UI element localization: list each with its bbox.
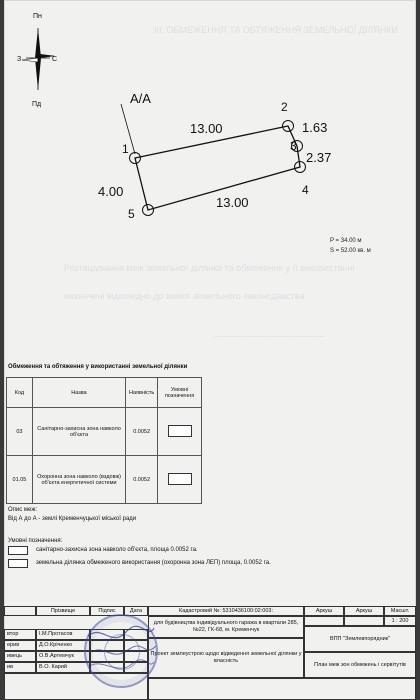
edge-length-left: 4.00 <box>98 184 124 199</box>
restrictions-table <box>6 377 202 504</box>
table-row <box>7 408 202 456</box>
tb-header-sheet: Аркуш <box>304 606 344 616</box>
header-name: Назва <box>32 378 125 408</box>
tb-header-surname: Прізвище <box>36 606 90 616</box>
tb-scale: 1 : 200 <box>384 616 416 626</box>
borders-title: Опис меж: <box>8 507 38 513</box>
row-name: Охоронна зона навколо (вздовж) об'єкта енергетичної системи <box>32 456 125 504</box>
tb-header-sheets: Аркуш <box>344 606 384 616</box>
compass-rose-icon <box>22 28 54 90</box>
legend-swatch <box>8 559 28 568</box>
compass-north-label: Пн <box>33 13 42 20</box>
row-area: 0.0052 <box>126 456 158 504</box>
vertex-label: 3 <box>290 139 297 153</box>
tb-role: ивець <box>4 651 36 662</box>
tb-role: втор <box>4 629 36 640</box>
table-header-row <box>7 378 202 408</box>
tb-role: ив <box>4 662 36 673</box>
legend-title: Умовні позначення: <box>8 538 63 544</box>
row-symbol <box>158 456 202 504</box>
tb-header-signature: Підпис <box>90 606 124 616</box>
vertex-label: 1 <box>122 142 129 156</box>
edge-length-right-lower: 2.37 <box>306 150 332 165</box>
tb-header-scale: Масшт. <box>384 606 416 616</box>
tb-name: В.О. Карий <box>36 662 90 673</box>
tb-bottom-strip <box>148 678 416 700</box>
tb-sheet-title: План меж зон обмежень і сервітутів <box>304 652 416 678</box>
legend-item-text: санітарно-захисна зона навколо об'єкта, площа 0.0052 га. <box>36 547 198 553</box>
row-code: 01.05 <box>7 456 33 504</box>
row-name: Санітарно-захисна зона навколо об'єкта <box>32 408 125 456</box>
header-code: Код <box>7 378 33 408</box>
legend-swatch <box>8 546 28 555</box>
edge-length-right-upper: 1.63 <box>302 120 328 135</box>
tb-organization: ВПП "Землевпорядник" <box>304 626 416 652</box>
header-symbol: Умовні позначення <box>158 378 202 408</box>
tb-sheets-no <box>344 616 384 626</box>
tb-cadastral: Кадастровий №: 5310436100:02:003: <box>148 606 304 616</box>
table-row <box>7 456 202 504</box>
signature-scribbles <box>82 618 162 682</box>
symbol-swatch <box>168 425 192 437</box>
borders-text: Від А до А - землі Кременчуцької міської ради <box>8 516 137 522</box>
compass-east-label: С <box>52 56 58 63</box>
tb-name: Д.О.Кріченко <box>36 640 90 651</box>
section-label: A/A <box>130 91 151 106</box>
row-code: 03 <box>7 408 33 456</box>
compass-west-label: З <box>17 56 22 63</box>
legend-item-text: земельна ділянка обмеженого використання (охоронна зона ЛЕП) площа, 0.0052 га. <box>36 560 271 566</box>
tb-role: ерив <box>4 640 36 651</box>
site-plan <box>4 0 416 360</box>
area-value: S = 52.00 кв. м <box>330 248 371 254</box>
perimeter-value: P = 34.00 м <box>330 238 362 244</box>
parcel-metrics <box>330 236 371 256</box>
restrictions-title: Обмеження та обтяження у використанні земельної ділянки <box>8 364 188 370</box>
symbol-swatch <box>168 473 192 485</box>
borders-description <box>8 506 136 524</box>
vertex-label: 2 <box>281 100 288 114</box>
document-sheet: ІІІ. ОБМЕЖЕННЯ ТА ОБТЯЖЕННЯ ЗЕМЕЛЬНОЇ ДІЛЯНКИ Розташування меж земельної ділянки та обмеження у її використанні визначені відповідно до вимог земельного законодавства ------------------------------------- Пн Пд З С A/A 1 2 3 4 5 13.00 13.00 4.00 1.63 2.37 P = 34.00 м S = 52.00 кв. м Обмеження та обтяження у використанні земельної ділянки Код Назва Наявність Умовні позначення 03 Санітарно-захисна зона навколо об'єкта 0.0052 01.05 Охоронна зона навколо (вздовж) об'єкта енергетичної системи 0.0052 Опис меж: Від А до А - землі Кременчуцької міської ради Умовні позначення: санітарно-захисна зона навколо об'єкта, площа 0.0052 га. земельна ділянка обмеженого використання (охоронна зона ЛЕП) площа, 0.0052 га. Прізвище Підпис Дата Кадастровий №: 5310436100:02:003: Аркуш Аркуш Масшт. для будівництва індивідуального гаража в квартали 285, №22, ГК-68, м. Кременчук 1 : 200 ВПП "Землевпорядник" Проект землеустрою щодо відведення земельної ділянки у власність План меж зон обмежень і сервітутів втор І.М.Протасов ерив Д.О.Кріченко ивець О.В.Артемчук ив В.О. Карий <box>4 0 416 700</box>
tb-name: І.М.Протасов <box>36 629 90 640</box>
header-area: Наявність <box>126 378 158 408</box>
tb-project: Проект землеустрою щодо відведення земельної ділянки у власність <box>148 638 304 678</box>
edge-length-top: 13.00 <box>190 121 223 136</box>
vertex-label: 5 <box>128 207 135 221</box>
tb-sheet-no <box>304 616 344 626</box>
tb-name: О.В.Артемчук <box>36 651 90 662</box>
vertex-label: 4 <box>302 183 309 197</box>
compass-south-label: Пд <box>32 101 42 108</box>
tb-purpose: для будівництва індивідуального гаража в квартали 285, №22, ГК-68, м. Кременчук <box>148 616 304 638</box>
row-symbol <box>158 408 202 456</box>
row-area: 0.0052 <box>126 408 158 456</box>
tb-blank <box>4 606 36 616</box>
tb-header-date: Дата <box>124 606 148 616</box>
edge-length-bottom: 13.00 <box>216 195 249 210</box>
